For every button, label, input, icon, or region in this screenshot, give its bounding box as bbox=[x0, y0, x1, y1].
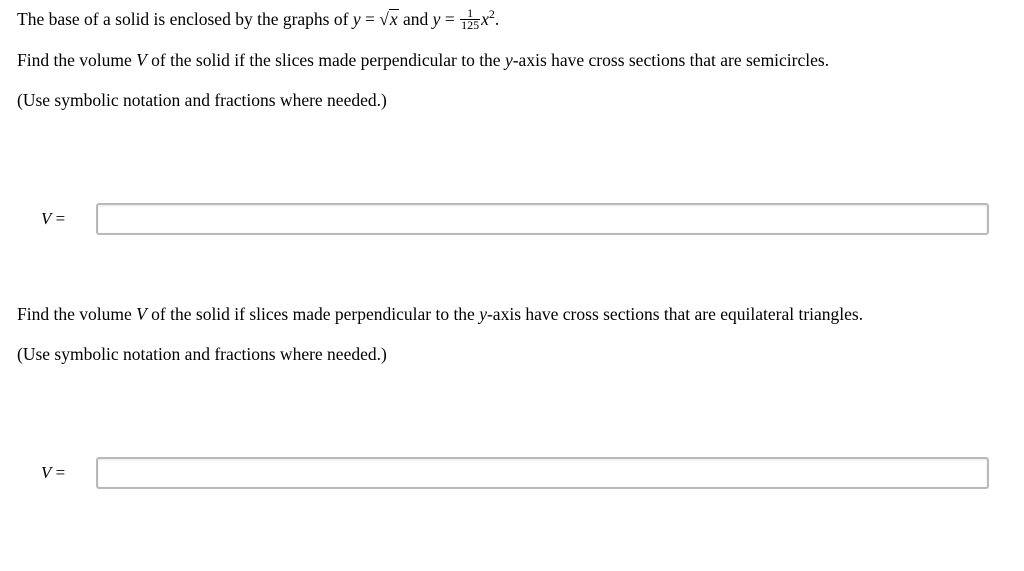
part1-question-suffix: -axis have cross sections that are semicircles. bbox=[512, 50, 830, 70]
equals-sign-2: = bbox=[440, 9, 460, 29]
fraction-denominator: 125 bbox=[461, 18, 480, 33]
part1-answer-input[interactable] bbox=[96, 203, 989, 235]
part1-answer-label bbox=[41, 209, 65, 229]
part2-answer-label bbox=[41, 463, 65, 483]
intro-text: The base of a solid is enclosed by the graphs of bbox=[17, 9, 353, 29]
part1-V-variable: V bbox=[136, 50, 147, 70]
sqrt-radicand: x bbox=[389, 9, 398, 29]
part2-question-prefix: Find the volume bbox=[17, 304, 137, 324]
part2-V-variable: V bbox=[136, 304, 147, 324]
part1-note: (Use symbolic notation and fractions where needed.) bbox=[17, 90, 387, 110]
problem-statement bbox=[17, 6, 500, 33]
part2-axis-variable: y bbox=[479, 304, 487, 324]
part2-note: (Use symbolic notation and fractions where needed.) bbox=[17, 344, 387, 364]
part1-question-prefix: Find the volume bbox=[17, 50, 137, 70]
part2-question bbox=[17, 304, 863, 324]
equals-sign: = bbox=[360, 9, 380, 29]
and-text: and bbox=[398, 9, 433, 29]
part2-answer-label-eq: = bbox=[51, 463, 66, 482]
part1-axis-variable: y bbox=[504, 50, 513, 70]
y-variable: y bbox=[352, 9, 361, 29]
part2-question-suffix: -axis have cross sections that are equilateral triangles. bbox=[486, 304, 864, 324]
part1-answer-label-var: V bbox=[41, 209, 52, 228]
part2-answer-label-var: V bbox=[41, 463, 52, 482]
part2-answer-input[interactable] bbox=[96, 457, 989, 489]
fraction bbox=[460, 8, 480, 31]
part2-question-middle: of the solid if slices made perpendicular to the bbox=[146, 304, 480, 324]
fraction-numerator: 1 bbox=[460, 8, 480, 20]
sqrt-expression bbox=[379, 9, 398, 29]
y-variable-2: y bbox=[432, 9, 441, 29]
part1-question-middle: of the solid if the slices made perpendicular to the bbox=[146, 50, 505, 70]
part1-answer-label-eq: = bbox=[51, 209, 66, 228]
exponent: 2 bbox=[488, 7, 495, 21]
period: . bbox=[494, 9, 500, 29]
x-variable: x bbox=[481, 9, 489, 29]
part1-question bbox=[17, 50, 829, 70]
sqrt-symbol: √ bbox=[379, 9, 389, 29]
